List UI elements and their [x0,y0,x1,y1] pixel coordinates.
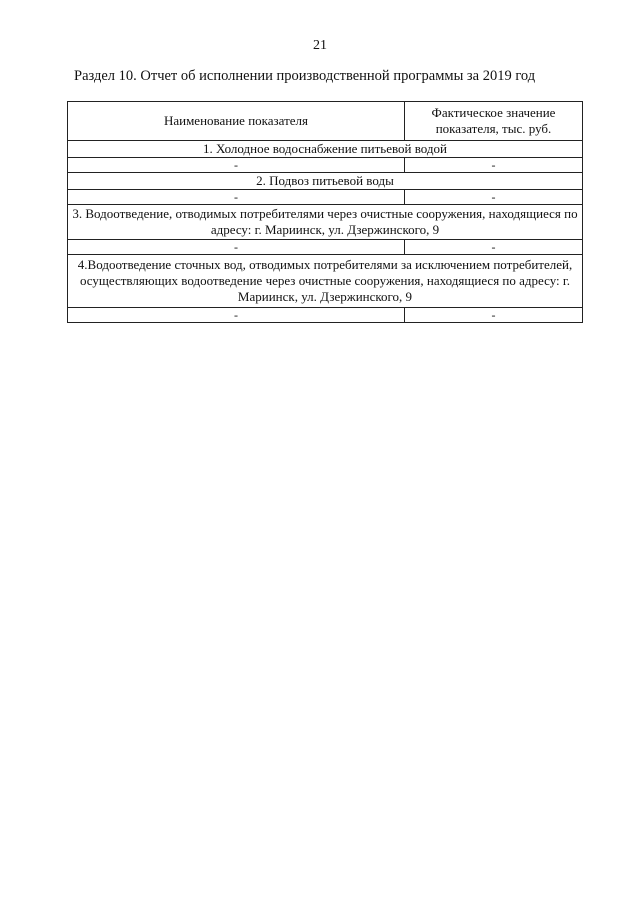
section-title-cell: 4.Водоотведение сточных вод, отводимых потребителями за исключением потребителей, осуществляющих водоотведение через очистные сооружения, находящиеся по адресу: г. Мариинск, ул. Дзержинского, 9 [68,255,583,308]
indicator-name-cell: - [68,308,405,323]
header-actual-value: Фактическое значение показателя, тыс. руб. [405,102,583,141]
section-title-cell: 1. Холодное водоснабжение питьевой водой [68,141,583,158]
section-title-cell: 2. Подвоз питьевой воды [68,173,583,190]
indicator-name-cell: - [68,240,405,255]
indicator-value-cell: - [405,190,583,205]
section-title-cell: 3. Водоотведение, отводимых потребителями через очистные сооружения, находящиеся по адресу: г. Мариинск, ул. Дзержинского, 9 [68,205,583,240]
indicator-name-cell: - [68,158,405,173]
table-row [68,308,583,323]
page-number: 21 [313,38,327,53]
section-row-wastewater-treatment [68,205,583,240]
indicator-value-cell: - [405,240,583,255]
indicator-value-cell: - [405,308,583,323]
table-row [68,190,583,205]
section-row-water-delivery [68,173,583,190]
table-header-row [68,102,583,141]
indicator-name-cell: - [68,190,405,205]
table-row [68,158,583,173]
table-row [68,240,583,255]
header-indicator-name: Наименование показателя [68,102,405,141]
section-row-wastewater-other [68,255,583,308]
indicator-value-cell: - [405,158,583,173]
report-table [67,101,583,323]
section-row-cold-water [68,141,583,158]
section-title: Раздел 10. Отчет об исполнении производственной программы за 2019 год [74,68,536,84]
